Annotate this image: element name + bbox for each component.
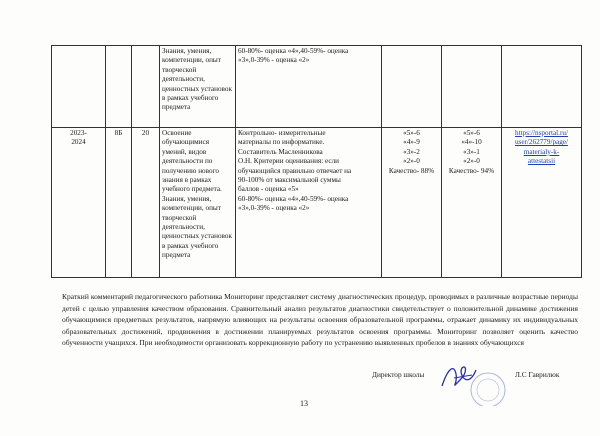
text-line: предмета [162, 103, 191, 112]
text-line: Контрольно- измерительные [238, 129, 326, 137]
grade-count: «2»-0 [403, 157, 420, 166]
text-line: компетенции, опыт [162, 204, 221, 213]
year-cell [52, 128, 106, 278]
stamp-mark [468, 370, 508, 406]
subject-cell [160, 46, 236, 128]
text-line: «3»,0-39% - оценка «2» [238, 204, 310, 213]
table-row [52, 128, 582, 278]
text-line: обучающимися [162, 138, 210, 147]
grade-count: «4»-10 [461, 138, 482, 147]
monitoring-cell [236, 128, 382, 278]
year-cell [52, 46, 106, 128]
text-line: деятельности, [162, 75, 205, 84]
text-line: деятельности по [162, 157, 213, 166]
text-line: О.Н. Критерии оценивания: если [238, 157, 340, 166]
grade-count: «5»-6 [403, 129, 420, 137]
text-line: получению нового [162, 166, 219, 175]
table-row [52, 46, 582, 128]
text-line: баллов - оценка «5» [238, 185, 299, 194]
text-line: Знания, умения, [162, 47, 212, 55]
text-line: обучающийся правильно отвечает на [238, 166, 352, 175]
link-cell[interactable] [502, 128, 582, 278]
results-before-cell [382, 128, 442, 278]
link-line[interactable]: https://nsportal.ru/ [515, 129, 568, 137]
link-line[interactable]: materialy-k- [523, 147, 560, 156]
link-cell [502, 46, 582, 128]
teacher-comment: Краткий комментарий педагогического работника Мониторинг представляет систему диагностических процедур, проводимых в различные возрастные периоды детей с целью управления качеством образования. Сравнительный анализ результатов диагностики свидетельствует о положительной динамике достижения обучающимися предметных результатов, напрямую влияющих на результаты освоения образовательной программы, отражает динамику их индивидуальных образовательных достижений, продвижения в достижении планируемых результатов освоения программы. Мониторинг позволяет оценить качество обученности учащихся. При необходимости организовать коррекционную работу по устранению выявленных пробелов в знаниях обучающихся [62, 292, 578, 348]
grade-count: «5»-6 [463, 129, 480, 137]
results-after-cell [442, 46, 502, 128]
text-line: творческой [162, 213, 197, 222]
text-line: в рамках учебного [162, 241, 219, 250]
text-line: Знания, умения, [162, 194, 212, 203]
results-after-cell [442, 128, 502, 278]
signature-role: Директор школы [372, 370, 425, 379]
link-line[interactable]: user/262779/page/ [514, 138, 569, 147]
text-line: деятельности, [162, 223, 205, 232]
attestation-link[interactable] [504, 129, 579, 167]
text-line: предмета [162, 251, 191, 260]
monitoring-cell [236, 46, 382, 128]
grade-count: «3»-1 [463, 147, 480, 156]
text-line: ценностных установок [162, 232, 232, 241]
count-cell [132, 46, 160, 128]
text-line: Освоение [162, 129, 192, 137]
subject-cell [160, 128, 236, 278]
text-line: умений, видов [162, 147, 207, 156]
text-line: 60-80%- оценка «4»,40-59%- оценка [238, 47, 349, 55]
page-number: 13 [300, 399, 308, 408]
text-line: 60-80%- оценка «4»,40-59%- оценка [238, 194, 349, 203]
text-line: творческой [162, 65, 197, 74]
class-cell [106, 46, 132, 128]
text-line: материалы по информатике. [238, 138, 325, 147]
text-line: Составитель Масленникова [238, 147, 323, 156]
results-before-cell [382, 46, 442, 128]
signature-name: Л.С Гаврилюк [515, 370, 560, 379]
text-line: в рамках учебного [162, 94, 219, 103]
grade-count: «2»-0 [463, 157, 480, 166]
grade-count: «4»-9 [403, 138, 420, 147]
grade-count: «3»-2 [403, 147, 420, 156]
quality-percent: Качество- 88% [388, 166, 435, 175]
class-cell: 8Б [106, 128, 132, 278]
text-line: компетенции, опыт [162, 56, 221, 65]
year-text: 2024 [71, 138, 86, 147]
text-line: знания в рамках [162, 176, 212, 185]
count-cell: 20 [132, 128, 160, 278]
year-text: 2023- [70, 129, 87, 137]
text-line: 90-100% от максимальной суммы [238, 176, 341, 185]
text-line: ценностных установок [162, 84, 232, 93]
monitoring-table [51, 45, 582, 278]
text-line: «3»,0-39% - оценка «2» [238, 56, 310, 65]
link-line[interactable]: attestatsii [527, 157, 556, 166]
text-line: учебного предмета. [162, 185, 222, 194]
quality-percent: Качество- 94% [448, 166, 495, 175]
